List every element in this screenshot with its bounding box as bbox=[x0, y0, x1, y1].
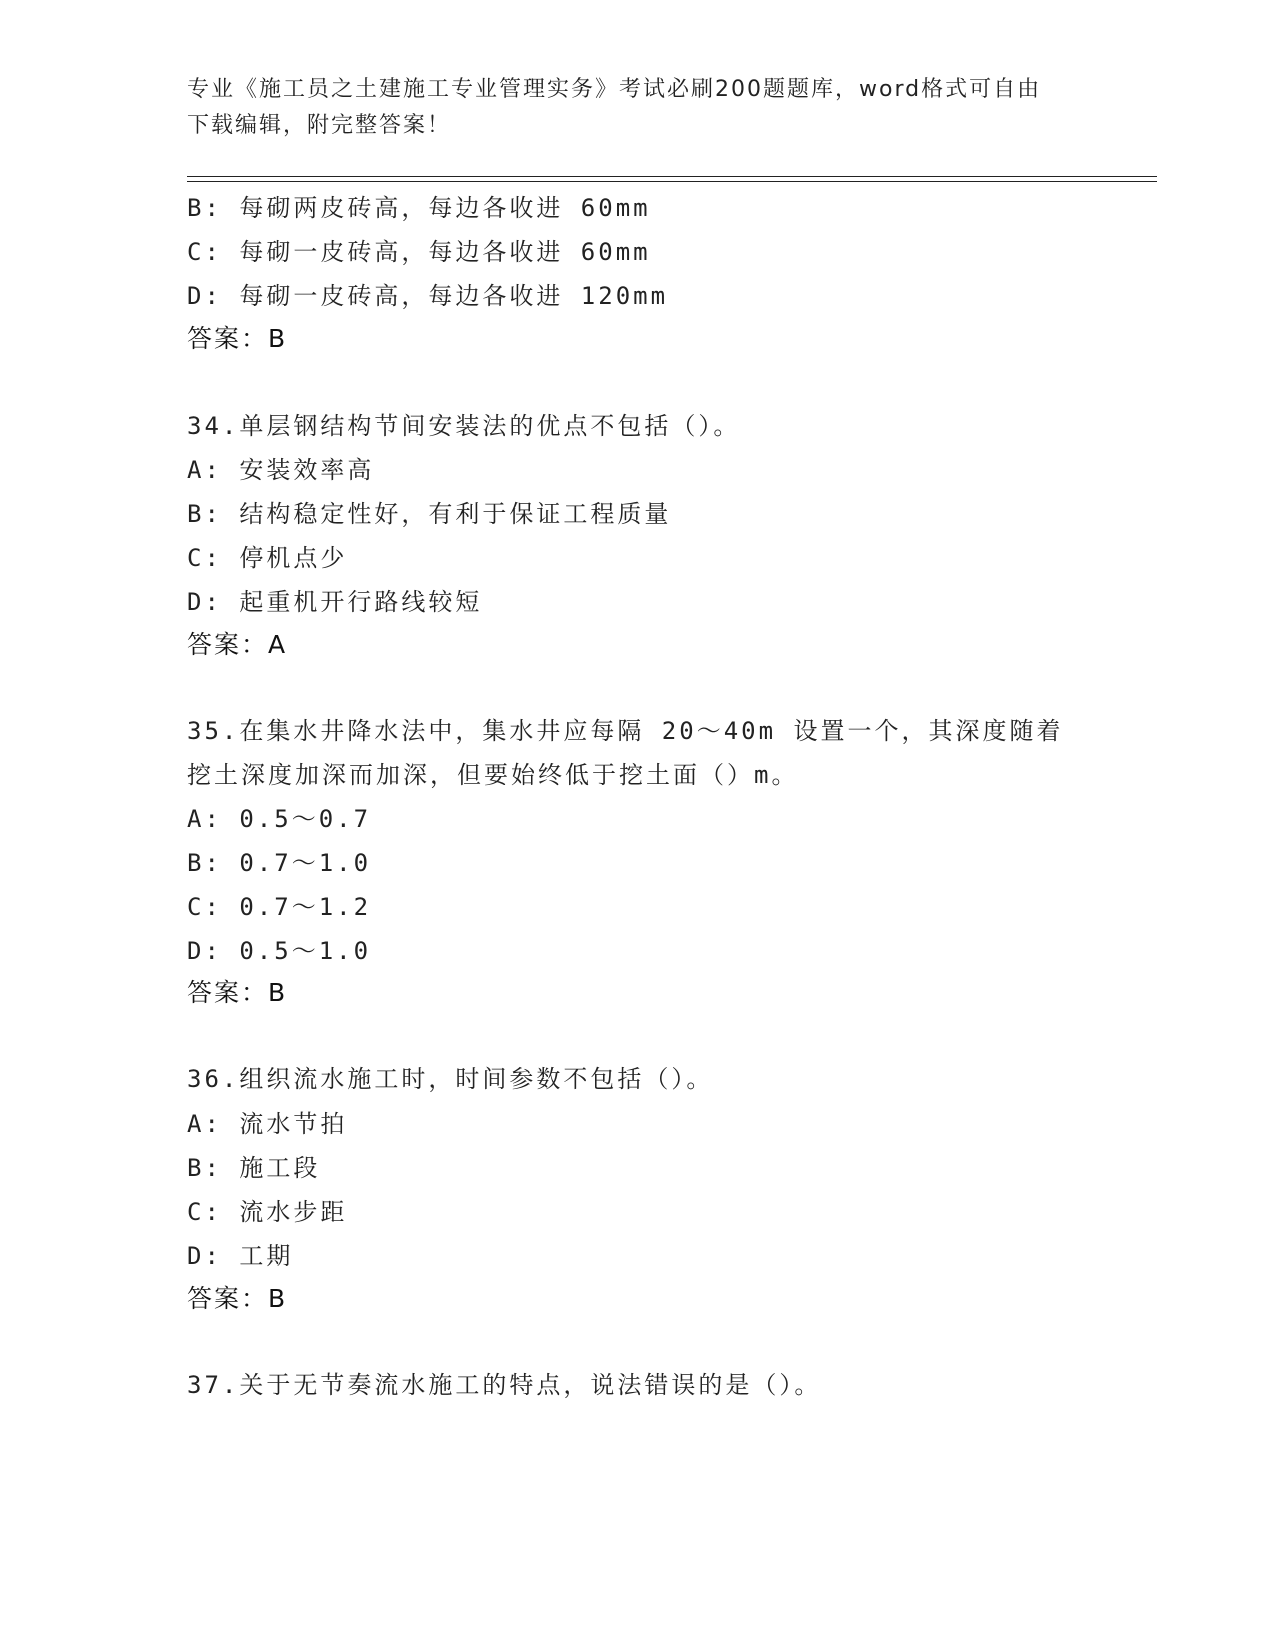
header-divider-top bbox=[187, 176, 1157, 177]
q37-stem: 37.关于无节奏流水施工的特点，说法错误的是（）。 bbox=[187, 1371, 822, 1399]
header-line-2: 下载编辑，附完整答案！ bbox=[187, 113, 452, 138]
q34-stem: 34.单层钢结构节间安装法的优点不包括（）。 bbox=[187, 412, 741, 440]
q35-stem-line-1: 35.在集水井降水法中，集水井应每隔 20～40m 设置一个，其深度随着 bbox=[187, 717, 1064, 745]
q35-option-c: C: 0.7～1.2 bbox=[187, 893, 372, 921]
q33-option-c: C: 每砌一皮砖高，每边各收进 60mm bbox=[187, 238, 651, 266]
q36-option-d: D: 工期 bbox=[187, 1242, 294, 1270]
q36-stem: 36.组织流水施工时，时间参数不包括（）。 bbox=[187, 1065, 714, 1093]
q35-option-a: A: 0.5～0.7 bbox=[187, 805, 372, 833]
q35-option-b: B: 0.7～1.0 bbox=[187, 849, 372, 877]
q36-option-b: B: 施工段 bbox=[187, 1154, 321, 1182]
q34-answer: 答案：A bbox=[187, 630, 288, 659]
q34-option-d: D: 起重机开行路线较短 bbox=[187, 588, 483, 616]
document-header bbox=[187, 72, 1087, 144]
header-divider-bottom bbox=[187, 181, 1157, 182]
q33-option-b: B: 每砌两皮砖高，每边各收进 60mm bbox=[187, 194, 651, 222]
q33-option-d: D: 每砌一皮砖高，每边各收进 120mm bbox=[187, 282, 669, 310]
q36-answer: 答案：B bbox=[187, 1284, 288, 1313]
q34-option-a: A: 安装效率高 bbox=[187, 456, 375, 484]
q34-option-c: C: 停机点少 bbox=[187, 544, 348, 572]
q35-stem-line-2: 挖土深度加深而加深，但要始终低于挖土面（）m。 bbox=[187, 761, 799, 789]
q36-option-a: A: 流水节拍 bbox=[187, 1110, 348, 1138]
header-line-1: 专业《施工员之土建施工专业管理实务》考试必刷200题题库，word格式可自由 bbox=[187, 77, 1042, 102]
q34-option-b: B: 结构稳定性好，有利于保证工程质量 bbox=[187, 500, 672, 528]
q36-option-c: C: 流水步距 bbox=[187, 1198, 348, 1226]
q35-option-d: D: 0.5～1.0 bbox=[187, 937, 372, 965]
q33-answer: 答案：B bbox=[187, 324, 288, 353]
q35-answer: 答案：B bbox=[187, 978, 288, 1007]
